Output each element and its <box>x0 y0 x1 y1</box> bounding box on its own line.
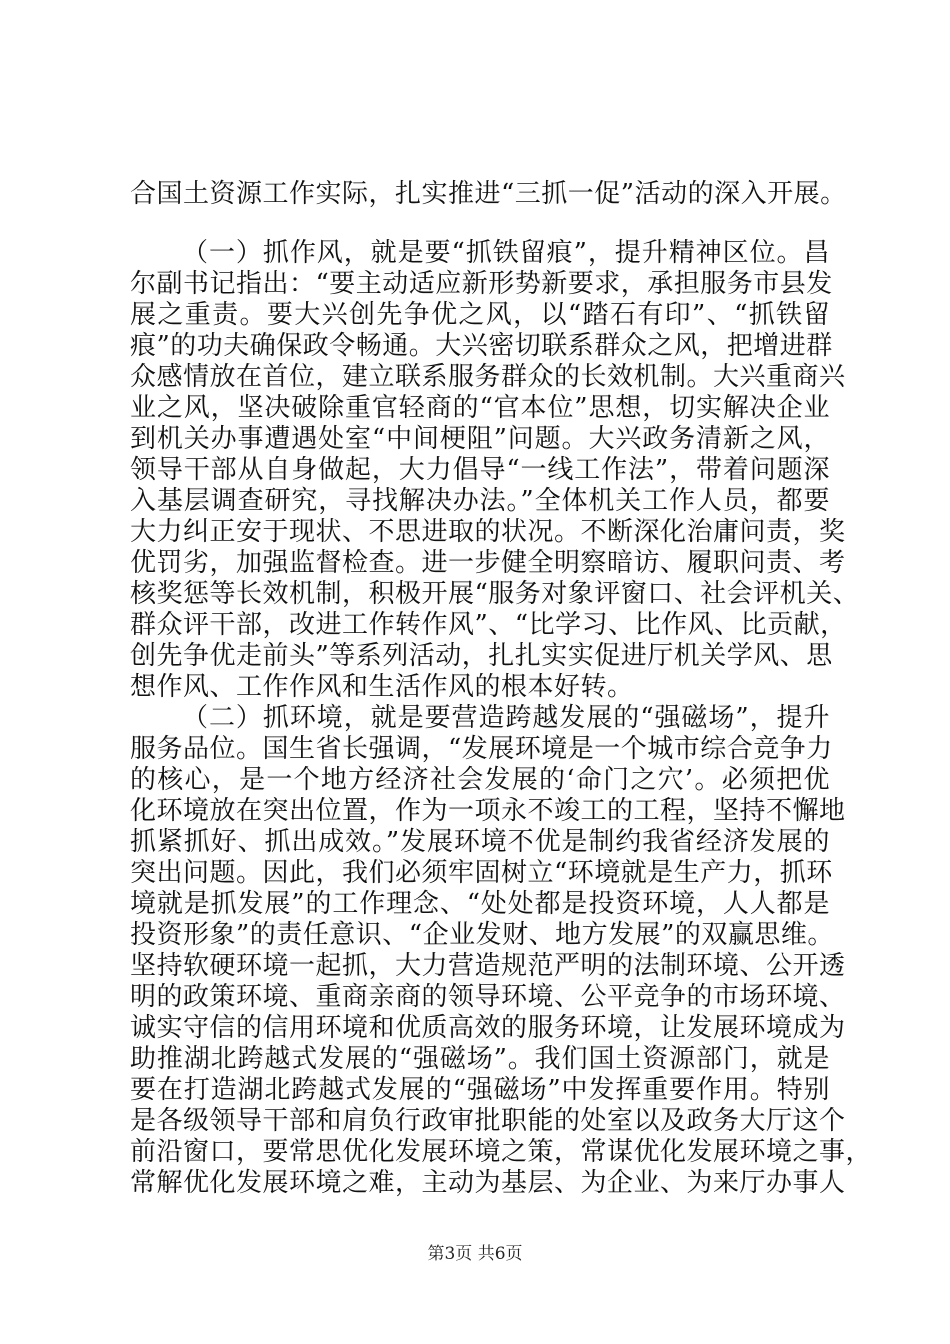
text-line: 突出问题。因此，我们必须牢固树立“环境就是生产力，抓环 <box>130 858 833 888</box>
text-line: 入基层调查研究，寻找解决办法。”全体机关工作人员，都要 <box>130 486 830 516</box>
paragraph-2-first-line: （二）抓环境，就是要营造跨越发展的“强磁场”，提升 <box>182 703 830 733</box>
text-line: 业之风，坚决破除重官轻商的“官本位”思想，切实解决企业 <box>130 393 830 423</box>
text-line: 大力纠正安于现状、不思进取的状况。不断深化治庸问责，奖 <box>130 517 846 547</box>
text-line: 诚实守信的信用环境和优质高效的服务环境，让发展环境成为 <box>130 1013 846 1043</box>
text-line: 投资形象”的责任意识、“企业发财、地方发展”的双赢思维。 <box>130 920 834 950</box>
text-line: 明的政策环境、重商亲商的领导环境、公平竞争的市场环境、 <box>130 982 846 1012</box>
text-line: 常解优化发展环境之难，主动为基层、为企业、为来厅办事人 <box>130 1168 846 1198</box>
text-line: 领导干部从自身做起，大力倡导“一线工作法”，带着问题深 <box>130 455 830 485</box>
text-line: 服务品位。国生省长强调，“发展环境是一个城市综合竞争力 <box>130 734 833 764</box>
text-line: 想作风、工作作风和生活作风的根本好转。 <box>130 672 634 702</box>
text-line: 创先争优走前头”等系列活动，扎扎实实促进厅机关学风、思 <box>130 641 833 671</box>
paragraph-1-first-line: （一）抓作风，就是要“抓铁留痕”，提升精神区位。昌 <box>182 238 830 268</box>
text-line: 坚持软硬环境一起抓，大力营造规范严明的法制环境、公开透 <box>130 951 846 981</box>
text-line: 抓紧抓好、抓出成效。”发展环境不优是制约我省经济发展的 <box>130 827 830 857</box>
page-number-footer: 第3页 共6页 <box>427 1244 523 1264</box>
text-line: 痕”的功夫确保政令畅通。大兴密切联系群众之风，把增进群 <box>130 331 833 361</box>
text-line: 优罚劣，加强监督检查。进一步健全明察暗访、履职问责、考 <box>130 548 846 578</box>
text-line: 化环境放在突出位置，作为一项永不竣工的工程，坚持不懈地 <box>130 796 846 826</box>
text-line: 的核心，是一个地方经济社会发展的‘命门之穴’。必须把优 <box>130 765 830 795</box>
text-line: 前沿窗口，要常思优化发展环境之策，常谋优化发展环境之事， <box>130 1137 873 1167</box>
text-line: 群众评干部，改进工作转作风”、“比学习、比作风、比贡献， <box>130 610 847 640</box>
text-line: 展之重责。要大兴创先争优之风，以“踏石有印”、“抓铁留 <box>130 300 830 330</box>
text-line: 是各级领导干部和肩负行政审批职能的处室以及政务大厅这个 <box>130 1106 846 1136</box>
text-line: 要在打造湖北跨越式发展的“强磁场”中发挥重要作用。特别 <box>130 1075 830 1105</box>
text-line: 助推湖北跨越式发展的“强磁场”。我们国土资源部门，就是 <box>130 1044 830 1074</box>
text-line: 合国土资源工作实际，扎实推进“三抓一促”活动的深入开展。 <box>130 179 847 209</box>
text-line: 众感情放在首位，建立联系服务群众的长效机制。大兴重商兴 <box>130 362 846 392</box>
text-line: 核奖惩等长效机制，积极开展“服务对象评窗口、社会评机关、 <box>130 579 860 609</box>
text-line: 尔副书记指出：“要主动适应新形势新要求，承担服务市县发 <box>130 269 833 299</box>
text-line: 到机关办事遭遇处室“中间梗阻”问题。大兴政务清新之风， <box>130 424 830 454</box>
text-line: 境就是抓发展”的工作理念、“处处都是投资环境，人人都是 <box>130 889 830 919</box>
